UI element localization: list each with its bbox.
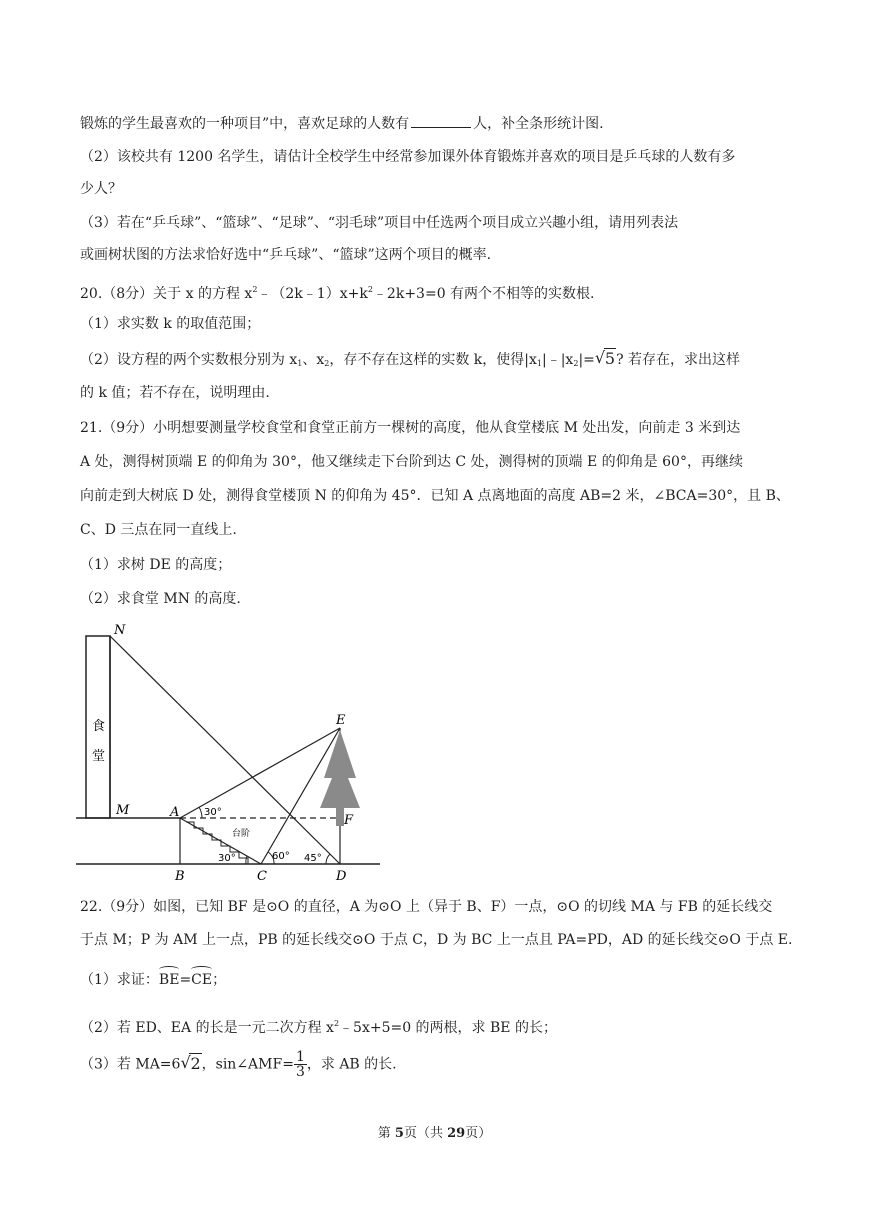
question-20: 20.（8分）关于 x 的方程 $x^2﹣(2k﹣1)x+k^2﹣2k+3=0$ 有两个不相等的实数根. <box>80 285 595 302</box>
point-label-d: D <box>336 869 347 884</box>
text-line: C、D 三点在同一直线上. <box>80 522 237 538</box>
angle-arc-45 <box>326 854 330 864</box>
angle-label-30-bottom: 30° <box>218 853 236 864</box>
question-22: 22.（9分）如图，已知 BF 是⊙O 的直径，A 为⊙O 上（异于 B、F）一点，⊙O 的切线 MA 与 FB 的延长线交 <box>80 899 773 915</box>
question-22-part-3: （3）若 MA=6 √ 2，sin∠AMF= $\frac{1}{3}$ ，求 AB 的长. <box>80 1049 397 1080</box>
question-20-part-2: （2）设方程的两个实数根分别为 $x_1$、$x_2$，存不存在这样的实数 k，使得$|x_1|﹣|x_2|=$ √ 5? 若存在，求出这样 <box>80 348 741 368</box>
sqrt-expression: √ 2 <box>180 1052 201 1073</box>
text-line: 锻炼的学生最喜欢的一种项目”中，喜欢足球的人数有 人，补全条形统计图. <box>80 113 604 134</box>
text-line: A 处，测得树顶端 E 的仰角为 30°，他又继续走下台阶到达 C 处，测得树的顶端 E 的仰角是 60°，再继续 <box>80 454 743 470</box>
text-line: （2）该校共有 1200 名学生，请估计全校学生中经常参加课外体育锻炼并喜欢的项目是乒乓球的人数有多 <box>80 149 736 165</box>
text-line: 的 k 值；若不存在，说明理由. <box>80 385 270 401</box>
point-label-b: B <box>175 869 185 884</box>
text-line: 少人？ <box>80 181 122 197</box>
total-pages: 29 <box>447 1126 466 1141</box>
point-label-e: E <box>336 713 346 728</box>
stairs-label: 台阶 <box>232 829 251 839</box>
question-21-part-1: （1）求树 DE 的高度； <box>80 557 232 573</box>
text-line: （3）若在“乒乓球”、“篮球”、“足球”、“羽毛球”项目中任选两个项目成立兴趣小组，请用列表法 <box>80 215 679 231</box>
question-22-part-1: （1）求证：BE=CE； <box>80 966 226 990</box>
angle-label-30-top: 30° <box>204 807 222 818</box>
page-footer: 第 5页（共 29页） <box>377 1126 492 1141</box>
geometry-figure <box>76 618 386 886</box>
answer-blank <box>411 113 471 128</box>
point-label-c: C <box>257 869 267 884</box>
text-line: 向前走到大树底 D 处，测得食堂楼顶 N 的仰角为 45°．已知 A 点离地面的高度 AB=2 米，∠BCA=30°，且 B、 <box>80 488 790 504</box>
fraction: $\frac{1}{3}$ <box>295 1049 305 1080</box>
segment-nd <box>110 636 340 864</box>
point-label-m: M <box>116 803 130 818</box>
segment-ae <box>180 728 340 818</box>
sqrt-expression: √ 5 <box>594 348 616 368</box>
text-line: 或画树状图的方法求恰好选中“乒乓球”、“篮球”这两个项目的概率. <box>80 247 492 263</box>
arc-ce: CE <box>191 966 212 990</box>
angle-label-45: 45° <box>304 853 322 864</box>
question-21-part-2: （2）求食堂 MN 的高度. <box>80 591 241 607</box>
angle-arc-30-bottom <box>246 856 247 864</box>
arc-be: BE <box>159 966 180 990</box>
angle-arc-30-top <box>199 807 202 818</box>
point-label-a: A <box>170 805 180 820</box>
tree-trunk <box>336 808 344 826</box>
point-label-f: F <box>344 813 354 828</box>
page-number: 5 <box>394 1126 404 1141</box>
question-21: 21.（9分）小明想要测量学校食堂和食堂正前方一棵树的高度，他从食堂楼底 M 处出发，向前走 3 米到达 <box>80 420 741 436</box>
building-label-1: 食 <box>92 719 106 734</box>
point-label-n: N <box>114 623 126 638</box>
building-label-2: 堂 <box>92 749 106 764</box>
text-line: 于点 M；P 为 AM 上一点，PB 的延长线交⊙O 于点 C，D 为 BC 上一点且 PA=PD，AD 的延长线交⊙O 于点 E. <box>80 932 793 948</box>
tree-icon <box>320 730 360 808</box>
question-22-part-2: （2）若 ED、EA 的长是一元二次方程 $x^2﹣5x+5=0$ 的两根，求 BE 的长； <box>80 1019 557 1036</box>
angle-label-60: 60° <box>272 851 290 862</box>
question-20-part-1: （1）求实数 k 的取值范围； <box>80 316 261 332</box>
